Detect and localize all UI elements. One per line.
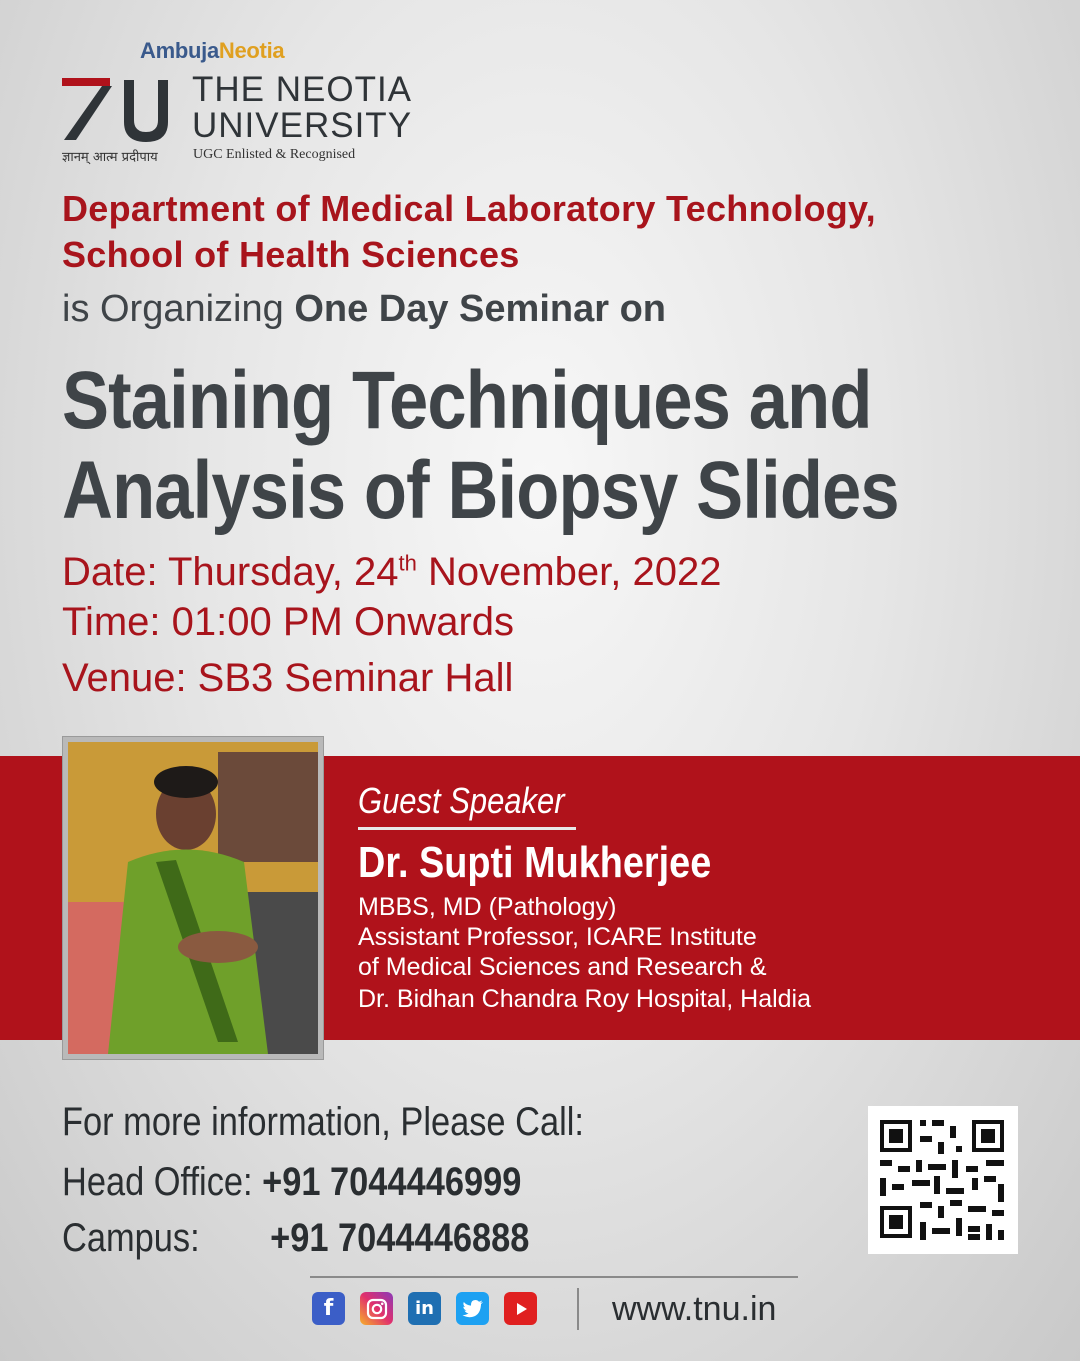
event-date: Date: Thursday, 24th November, 2022 <box>62 550 722 594</box>
linkedin-icon[interactable]: in <box>408 1292 441 1325</box>
speaker-name: Dr. Supti Mukherjee <box>358 838 712 887</box>
twitter-icon[interactable] <box>456 1292 489 1325</box>
seminar-title-line1: Staining Techniques and <box>62 355 872 446</box>
qr-code-icon <box>868 1106 1018 1254</box>
campus-phone[interactable]: +91 7044446888 <box>270 1216 530 1260</box>
ambuja-neotia-logo: AmbujaNeotia <box>140 38 285 63</box>
head-office-contact: Head Office: +91 7044446999 <box>62 1160 522 1204</box>
seminar-title-line2: Analysis of Biopsy Slides <box>62 445 899 536</box>
speaker-hospital: Dr. Bidhan Chandra Roy Hospital, Haldia <box>358 985 812 1013</box>
footer-separator <box>577 1288 579 1330</box>
tnu-logo-icon <box>62 76 174 146</box>
social-links <box>312 1292 537 1326</box>
speaker-photo <box>68 742 318 1054</box>
guest-speaker-divider <box>358 827 576 830</box>
speaker-institute: of Medical Sciences and Research & <box>358 953 767 981</box>
website-link[interactable]: www.tnu.in <box>612 1290 777 1328</box>
university-motto: ज्ञानम् आत्म प्रदीपाय <box>62 150 158 165</box>
footer-divider <box>310 1276 798 1278</box>
event-venue: Venue: SB3 Seminar Hall <box>62 656 514 700</box>
contact-heading: For more information, Please Call: <box>62 1100 584 1144</box>
qr-code[interactable] <box>868 1106 1018 1254</box>
guest-speaker-label: Guest Speaker <box>358 780 565 821</box>
university-name: THE NEOTIA UNIVERSITY <box>192 70 413 145</box>
campus-contact: Campus: +91 7044446888 <box>62 1216 530 1260</box>
speaker-qualification: MBBS, MD (Pathology) <box>358 893 617 921</box>
youtube-icon[interactable] <box>504 1292 537 1325</box>
ugc-recognition: UGC Enlisted & Recognised <box>193 147 356 162</box>
organizing-line: is Organizing One Day Seminar on <box>62 288 666 330</box>
speaker-designation: Assistant Professor, ICARE Institute <box>358 923 757 951</box>
head-office-phone[interactable]: +91 7044446999 <box>262 1160 522 1204</box>
instagram-icon[interactable] <box>360 1292 393 1325</box>
school-heading: School of Health Sciences <box>62 234 520 275</box>
department-heading: Department of Medical Laboratory Technology, <box>62 188 876 229</box>
event-time: Time: 01:00 PM Onwards <box>62 600 515 644</box>
speaker-photo-illustration <box>68 742 318 1054</box>
facebook-icon[interactable]: f <box>312 1292 345 1325</box>
